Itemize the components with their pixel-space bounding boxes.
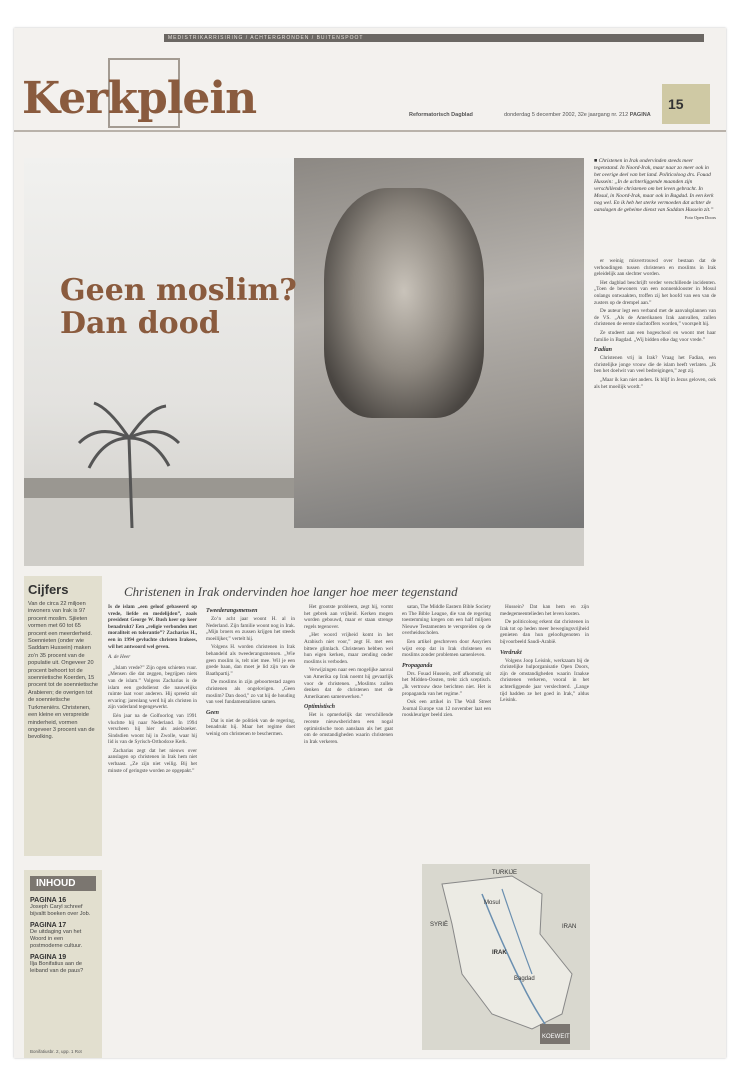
masthead-rule	[14, 130, 726, 132]
right-paragraph: Christenen vrij in Irak? Vraag het Fadian, een christelijke jonge vrouw die de islam heeft verlaten. „Ik ben het doelwit van veel bedreigingen,” zegt zij.	[594, 355, 716, 375]
body-subhead: Optimistisch	[304, 704, 336, 711]
date-text: donderdag 5 december 2002, 32e jaargang nr. 212	[504, 112, 629, 118]
inhoud-text: De uitdaging van het Woord in een postmoderne cultuur.	[30, 929, 83, 949]
body-paragraph: De politicoloog erkent dat christenen in Irak tot op heden meer bewegingsvrijheid genieten dan hun geloofsgenoten in bijvoorbeeld Saudi-Arabië.	[500, 619, 589, 645]
map-label: Mosul	[484, 900, 501, 906]
body-paragraph: „Het woord vrijheid komt in het Arabisch niet voor,” zegt H. met een bittere glimlach. Christenen hebben wel hun eigen kerken, maar zending onder moslims is verboden.	[304, 632, 393, 665]
map-label: IRAK	[492, 950, 507, 956]
right-paragraph: er weinig misvertrouwd over bestaan dat de verhoudingen tussen christenen en moslims in Irak geleidelijk aan slechter worden.	[594, 258, 716, 278]
map-shapes	[422, 864, 590, 1050]
inhoud-page: PAGINA 19	[30, 954, 67, 961]
column-3	[304, 604, 393, 1054]
body-subhead: Propaganda	[402, 662, 433, 669]
palm-tree-icon	[74, 398, 184, 528]
headline-line-2: Dan dood	[60, 306, 220, 341]
lead-photo	[24, 158, 584, 566]
right-subhead: Fadian	[594, 347, 613, 354]
column-2	[206, 604, 295, 1054]
article-lead: Is de islam „een geloof gebaseerd op vrede, liefde en medelijden”, zoals president George W. Bush keer op keer benadrukt? Een „religie verbonden met moraliteit en tolerantie”? Zacharias H., een in 1994 gevluchte christen Irakees, wil het antwoord wel geven.	[108, 604, 197, 650]
inhoud-text: Joseph Caryl schreef bijvaltt boeken over Job.	[30, 904, 91, 917]
caption-text: Christenen in Irak ondervinden steeds meer tegenstand. In Noord-Irak, maar naar zo meer ook in het overige deel van het land. Politicoloog drs. Fouad Hussein: „In de achterliggende maanden zijn verschillende christenen om het leven gebracht. In Mosul, in Noord-Irak, maar ook in Bagdad. In een kerk nog wel. En ik heb het sterke vermoeden dat achter de aanslagen de geheime dienst van Saddam Hussein zit.”	[594, 158, 714, 213]
body-paragraph: Dat is niet de politiek van de regering, benadrukt hij. Maar het regime doet weinig om christenen te beschermen.	[206, 717, 295, 737]
photo-credit: Foto Open Doors	[684, 215, 716, 220]
publication-name: Reformatorisch Dagblad	[409, 112, 473, 118]
inhoud-item[interactable]	[30, 954, 96, 975]
body-paragraph: „Islam vrede?” Zijn ogen schieten vuur. „Mensen die dat zeggen, begrijpen niets van de islam.” Volgens Zacharias is de islam een godsdienst die nauwelijks ruimte laat voor anderen. Hij spreekt uit ervaring: jarenlang werd hij als christen in zijn vaderland tegengewerkt.	[108, 664, 197, 711]
column-1	[108, 604, 197, 1054]
body-subhead: Verdrukt	[500, 649, 522, 656]
page-label: PAGINA	[629, 112, 651, 118]
masthead	[14, 73, 257, 124]
section-title: Kerkplein	[22, 73, 257, 124]
body-paragraph: Zacharias zegt dat het nieuws over aanslagen op christenen in Irak hem niet verbaast. „Ze zijn niet veilig. Bij het minste of geringste worden ze opgepakt.”	[108, 747, 197, 774]
article-subhead: Christenen in Irak ondervinden hoe langer hoe meer tegenstand	[124, 584, 458, 599]
column-5	[500, 604, 589, 854]
body-paragraph: Drs. Fouad Hussein, zelf afkomstig uit het Midden-Oosten, trekt zich sceptisch. „Ik vertrouw deze berichten niet. Het is propaganda van het regime.”	[402, 670, 491, 697]
body-paragraph: Hussein? Dat kan hem en zijn medegemeentelieden het leven kosten.	[500, 604, 589, 617]
inhoud-text: Ilja Bonifatius aan de leiband van de paus?	[30, 961, 84, 974]
inhoud-title: INHOUD	[30, 876, 96, 891]
inhoud-footer: Bonifatiusbr. 2, upp. 1 Rot	[30, 1049, 82, 1054]
page-number: 15	[668, 96, 684, 112]
map-label: TURKIJE	[492, 870, 518, 876]
body-paragraph: De moslims in zijn geboortestad zagen christenen als ongelovigen. „Geen moslim? Dan dood,” zo vat hij de houding van veel fundamentalisten samen.	[206, 679, 295, 706]
inhoud-box	[24, 870, 102, 1058]
body-paragraph: Een artikel geschreven door Assyriers wijst erop dat in Irak christenen en moslims zonder problemen samenleven.	[402, 638, 491, 659]
right-column	[594, 258, 716, 392]
iraq-map	[422, 864, 590, 1050]
body-paragraph: Volgens H. worden christenen in Irak behandeld als tweederangsmensen. „Wie geen moslim is, telt niet mee. Wil je een goede baan, dan moet je lid zijn van de Baathpartij.”	[206, 644, 295, 677]
map-label: SYRIË	[430, 922, 449, 928]
column-4	[402, 604, 491, 854]
body-paragraph: Zo’n acht jaar woont H. al in Nederland. Zijn familie woont nog in Irak. „Mijn broers en zussen krijgen het steeds moeilijker,” vertelt hij.	[206, 616, 295, 642]
photo-mural-portrait	[324, 188, 484, 418]
cijfers-box	[24, 576, 102, 856]
inhoud-item[interactable]	[30, 897, 96, 918]
caption-bullet-icon: ■	[594, 158, 599, 164]
cijfers-text: Van de circa 22 miljoen inwoners van Irak is 97 procent moslim. Sjiieten vormen met 60 tot 65 procent een meerderheid. Soennieten (onder wie Saddam Hussein) maken zo’n 35 procent van de populatie uit. Ongeveer 20 procent behoort tot de soennietische Koerden, 15 procent tot de soennietische Arabieren; de overigen tot de soennietische Turkmeniërs. Christenen, een kleine en verspreide minderheid, vormen ongeveer 3 procent van de bevolking.	[28, 601, 98, 741]
map-label: IRAN	[562, 924, 577, 930]
byline: A. de Heer	[108, 654, 131, 661]
body-paragraph: satan, The Middle Eastern Bible Society en The Bible League, die van de regering toestemming kregen om een half miljoen Nieuwe Testamenten te verspreiden op de overheidsscholen.	[402, 604, 491, 637]
body-paragraph: Verwijzingen naar een mogelijke aanval van Amerika op Irak noemt hij gevaarlijk voor de christenen. „Moslims zullen denken dat de christenen met de Amerikanen samenwerken.”	[304, 667, 393, 700]
map-label: Bagdad	[514, 976, 535, 982]
headline-line-1: Geen moslim?	[60, 273, 297, 308]
right-paragraph: De auteur legt een verband met de aanvalsplannen van de VS. „Als de Amerikanen Irak aanvallen, zullen christenen de eerste slachtoffers worden,” voorspelt hij.	[594, 308, 716, 328]
photo-caption	[594, 158, 716, 221]
dateline	[504, 112, 651, 118]
body-subhead: Tweederangsmensen	[206, 608, 258, 614]
inhoud-page: PAGINA 17	[30, 922, 67, 929]
inhoud-item[interactable]	[30, 922, 96, 950]
right-paragraph: „Maar ik kan niet anders. Ik blijf in Jezus geloven, ook als het moeilijk wordt.”	[594, 376, 716, 390]
top-bar: MEDISTRIKARRISIRING / ACHTERGRONDEN / BUITENSPOOT	[164, 34, 704, 42]
body-paragraph: Ook een artikel in The Wall Street Journal Europe van 12 november laat een rooskleuriger beeld zien.	[402, 699, 491, 719]
newspaper-page	[14, 28, 726, 1058]
right-paragraph: Het dagblad beschrijft verder verschillende incidenten. „Toen de bewoners van een nonnenklooster in Mosul onlangs ontwaakten, troffen zij het hoofd van een van de zusters op de drempel aan.”	[594, 279, 716, 306]
body-paragraph: Het is opmerkelijk dat verschillende recente nieuwsberichten een nogal optimistische toon aanslaan als het gaat om de omstandigheden waarin christenen in Irak verkeren.	[304, 712, 393, 745]
body-subhead: Geen	[206, 709, 219, 716]
body-paragraph: Eén jaar na de Golfoorlog van 1991 vluchtte hij naar Nederland. In 1994 verscheen hij hier als asielzoeker. Sindsdien woont hij in Zwolle, waar hij lid is van de Syrisch-Orthodoxe Kerk.	[108, 712, 197, 746]
map-label: KOEWEIT	[542, 1034, 570, 1040]
inhoud-page: PAGINA 16	[30, 897, 67, 904]
cijfers-title: Cijfers	[28, 582, 69, 597]
right-paragraph: Ze studeert aan een hogeschool en woont met haar familie in Bagdad. „Wij bidden elke dag voor vrede.”	[594, 329, 716, 343]
headline	[60, 274, 297, 340]
body-paragraph: Het grootste probleem, zegt hij, vormt het gebrek aan vrijheid. Kerken mogen worden gebouwd, maar er staan strenge regels tegenover.	[304, 604, 393, 630]
body-paragraph: Volgens Joop Leisink, werkzaam bij de christelijke hulporganisatie Open Doors, zijn de omstandigheden waarin Iraakse christenen verkeren, vooral in het achterliggende jaar verslechterd. „Lange tijd hadden ze het goed in Irak,” aldus Leisink.	[500, 657, 589, 704]
